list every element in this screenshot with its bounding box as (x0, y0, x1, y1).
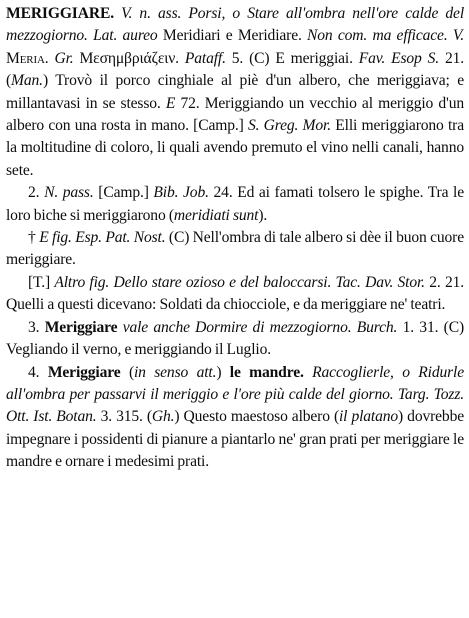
text-run: in senso att. (133, 363, 217, 381)
text-run: 3. (28, 318, 45, 336)
text-run: Non com. ma efficace. V. (307, 27, 464, 45)
text-run: S. Greg. Mor. (247, 117, 331, 135)
entry-main-definition (6, 3, 464, 182)
text-run: † (28, 229, 40, 247)
text-run: 2. (28, 184, 45, 202)
text-run (304, 364, 312, 381)
text-run: ( (120, 363, 134, 381)
text-run: (C) Nell'ombra di tale albero si dèe il buon cuore meriggiare. (6, 229, 464, 269)
text-run: ). (258, 206, 268, 224)
dictionary-page (6, 3, 464, 615)
sense-2-figurative (6, 227, 464, 272)
sense-3-noon-sleep (6, 317, 464, 362)
text-run: Meria (6, 49, 45, 67)
text-run: V. n. ass. Porsi, o Stare all'ombra nell'ore calde del mezzogiorno. Lat. (6, 5, 464, 45)
text-run: 72. Meriggiando un vecchio al meriggio d'un albero con una rosta in mano. [Camp.] (6, 94, 464, 135)
text-run: Μεσημβριάζειν. (73, 49, 185, 67)
text-run: 5. (C) E meriggiai. (225, 49, 359, 67)
text-run: 24. Ed ai famati tolsero le spighe. Tra le loro biche si meriggiarono ( (6, 184, 464, 224)
text-run: 4. (28, 363, 48, 381)
text-run: Elli meriggiarono tra la moltitudine di coloro, li quali avendo premuto el vino nelli canali, hanno sete. (6, 117, 464, 179)
text-run: ) (216, 363, 230, 381)
text-run: E fig. Esp. Pat. Nost. (39, 229, 166, 247)
text-run: N. pass. (44, 184, 94, 202)
text-run: Pataff. (184, 49, 226, 67)
text-run: le mandre. (229, 363, 304, 381)
text-run: Meriggiare (47, 363, 121, 381)
text-run: 2. 21. Quelli a questi dicevano: Soldati da chiocciole, e da meriggiare ne' teatri. (6, 273, 464, 314)
text-run: Fav. Esop S. (358, 49, 440, 67)
text-run: ) Trovò il porco cinghiale al piè d'un albero, che meriggiava; e millantavasi in se stesso. (6, 72, 464, 112)
sense-2-passive (6, 182, 464, 227)
text-run: Man. (11, 72, 43, 90)
sense-2-figurative-idle (6, 272, 464, 317)
text-run: 21. ( (6, 49, 464, 90)
text-run: Raccoglierle, o Ridurle all'ombra per passarvi il meriggio e l'ore più calde del giorno. Targ. Tozz. Ott. Ist. Botan. (6, 363, 464, 426)
text-run: 1. 31. (C) Vegliando il verno, e meriggiando il Luglio. (6, 318, 464, 359)
text-run: ) Questo maestoso albero ( (174, 408, 339, 426)
text-run: [Camp.] (93, 184, 154, 202)
text-run: aureo (122, 27, 158, 45)
text-run: meridiati sunt (173, 206, 259, 224)
text-run: . (44, 49, 55, 67)
text-run: Altro fig. Dello stare ozioso e del baloccarsi. Tac. Dav. Stor. (54, 273, 425, 291)
text-run: Meridiari e Meridiare. (157, 27, 308, 45)
text-run: ) dovrebbe impegnare i possidenti di pianure a piantarlo ne' gran prati per meriggiare le mandre e ornare i medesimi prati. (6, 408, 464, 471)
text-run: [T.] (28, 273, 55, 291)
text-run: Gh. (151, 408, 175, 426)
text-run: il platano (339, 408, 399, 426)
text-run: E (165, 94, 176, 112)
text-run: MERIGGIARE. (6, 5, 114, 22)
text-run: 3. 315. ( (96, 408, 152, 426)
text-run: Meriggiare (44, 318, 118, 336)
dictionary-entry-meriggiare (6, 3, 464, 474)
text-run: vale anche Dormire di mezzogiorno. Burch. (122, 318, 398, 336)
text-run: Bib. Job. (153, 184, 209, 202)
text-run: Gr. (54, 49, 74, 67)
sense-4-herds-shade (6, 362, 464, 474)
